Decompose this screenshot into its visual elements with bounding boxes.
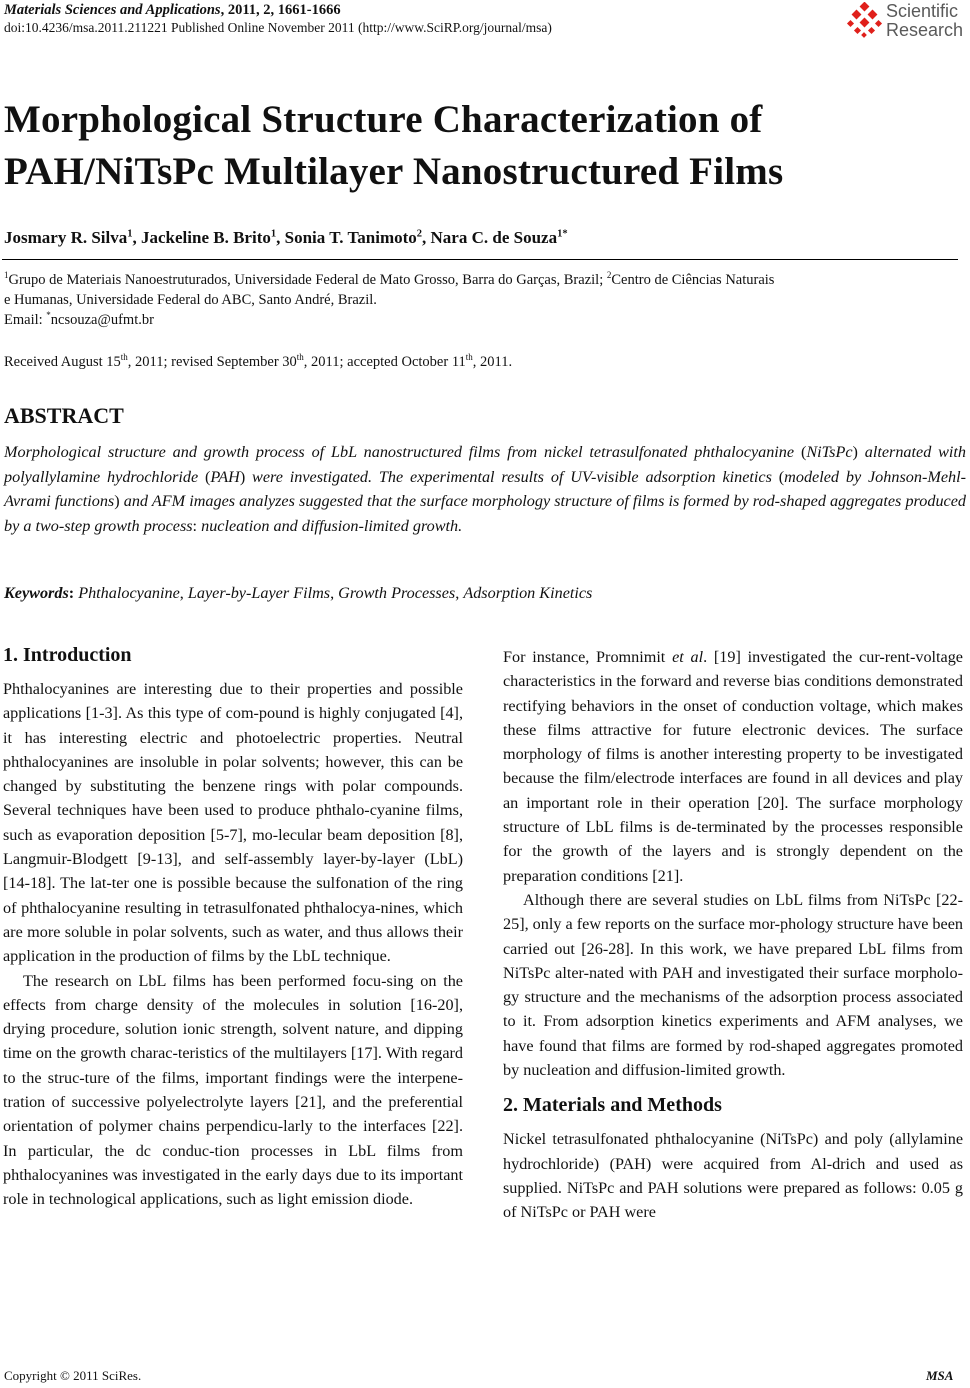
author-list: [4, 228, 568, 248]
abstract-paren: (: [205, 467, 211, 486]
email-mark: *: [46, 310, 51, 321]
affiliations: [4, 270, 966, 330]
email-address[interactable]: ncsouza@ufmt.br: [50, 312, 154, 328]
author-affil-mark: 1: [270, 228, 277, 240]
keyword: Layer-by-Layer Films: [187, 584, 331, 602]
abstract-text: Morphological structure and growth process of LbL nanostructured films from nickel tetrasulfonated phthalocyanine: [4, 443, 801, 461]
keyword-sep: ,: [455, 584, 464, 602]
affiliation-line-2: e Humanas, Universidade Federal do ABC, Santo André, Brazil.: [4, 292, 377, 308]
right-column: [503, 645, 963, 1225]
title-line-1: Morphological Structure Characterization of: [4, 98, 763, 141]
methods-heading: 2. Materials and Methods: [503, 1094, 722, 1117]
journal-citation: [4, 2, 341, 19]
logo-line-2: Research: [886, 20, 964, 40]
author-separator: ,: [422, 228, 431, 247]
author-separator: ,: [276, 228, 285, 247]
intro-paragraph-4: Although there are several studies on LbL films from NiTsPc [22-25], only a few reports on the surface mor-phology structure have been carried out [26-28]. In this work, we have prepared LbL films from NiTsPc alter-nated with PAH and investigated their surface morpholo-gy structure and the mechanisms of the adsorption process associated to it. From adsorption kinetics experiments and AFM analyses, we have found that films are formed by rod-shaped aggregates promoted by nucleation and diffusion-limited growth.: [503, 890, 963, 1080]
affiliation-2: Centro de Ciências Naturais: [611, 272, 775, 288]
methods-paragraph-1: Nickel tetrasulfonated phthalocyanine (NiTsPc) and poly (allylamine hydrochloride) (PAH) were acquired from Al-drich and used as supplied. NiTsPc and PAH solutions were prepared as follows: 0.05 g of NiTsPc or PAH were: [503, 1130, 963, 1222]
ordinal-suffix: th: [296, 352, 304, 363]
received-dates: [4, 354, 512, 371]
affiliation-1: Grupo de Materiais Nanoestruturados, Universidade Federal de Mato Grosso, Barra do Garças, Brazil;: [8, 272, 607, 288]
keyword: Adsorption Kinetics: [463, 584, 593, 602]
intro-paragraph-2: The research on LbL films has been performed focu-sing on the effects from charge density of the molecules in solution [16-20], drying procedure, solution ionic strength, solvent nature, and dipping time on the growth charac-teristics of the multilayers [17]. With regard to the struc-ture of the films, important findings were the interpene-tration of successive polyelectrolyte layers [21], and the preferential orientation of polymer chains perpendicu-larly to the interfaces [22]. In particular, the dc conduc-tion processes in LbL films from phthalocyanines was investigated in the early days due to its important role in technological applications, such as light emission diode.: [3, 971, 463, 1209]
keyword: Growth Processes: [338, 584, 456, 602]
paragraph-text: For instance, Promnimit: [503, 648, 673, 666]
publisher-logo: [846, 0, 970, 42]
paper-title: [4, 94, 783, 198]
keywords-colon: :: [68, 584, 79, 602]
author-affil-mark: 2: [416, 228, 423, 240]
ordinal-suffix: th: [120, 352, 128, 363]
intro-paragraph-1: Phthalocyanines are interesting due to their properties and possible applications [1-3]. As this type of com-pound is highly conjugated [4], it has interesting electric and photoelectric properties. Neutral phthalocyanines are insoluble in polar solvents; however, this can be changed by substituting the benzene rings with polar compounds. Several techniques have been used to produce phthalo-cyanine films, such as evaporation deposition [5-7], mo-lecular beam deposition [8], Langmuir-Blodgett [9-13], and self-assembly layer-by-layer (LbL) [14-18]. The lat-ter one is possible because the sulfonation of the ring of phthalocyanine resulting in tetrasulfonated phthalocya-nines, which are more soluble in polar solvents, such as water, and thus allows their application in the production of films by the LbL technique.: [3, 680, 463, 966]
abstract-text: NiTsPc: [806, 443, 853, 461]
keywords: [4, 584, 592, 603]
author-name: Josmary R. Silva: [4, 228, 128, 247]
affiliation-line-1: [4, 270, 966, 290]
logo-mark-icon: [846, 2, 884, 40]
abstract-paren: (: [778, 467, 785, 486]
title-line-2: PAH/NiTsPc Multilayer Nanostructured Films: [4, 150, 784, 193]
abstract-paren: ): [239, 467, 246, 486]
affil-mark: 2: [606, 270, 612, 281]
accepted-text: , 2011; accepted October 11: [303, 354, 466, 370]
affil-mark: 1: [4, 270, 9, 281]
abstract-paren: ): [114, 492, 120, 510]
received-end: , 2011.: [472, 354, 513, 370]
abstract-text: nucleation and diffusion-limited growth.: [197, 516, 463, 535]
journal-name: Materials Sciences and Applications: [4, 2, 221, 18]
email-label: Email:: [4, 312, 47, 328]
left-column: [3, 643, 463, 1212]
et-al: et al: [672, 648, 704, 666]
author-name: Nara C. de Souza: [430, 228, 558, 247]
abstract-text: modeled by Johnson-Mehl-Avrami functions: [4, 467, 966, 510]
abstract-body: [4, 440, 966, 538]
author-name: Jackeline B. Brito: [141, 228, 271, 247]
abstract-colon: :: [192, 516, 198, 535]
intro-paragraph-3: [503, 645, 963, 888]
received-text: Received August 15: [4, 354, 121, 370]
intro-heading: 1. Introduction: [3, 644, 132, 666]
journal-volume: , 2011, 2, 1661-1666: [220, 2, 341, 18]
abstract-text: were investigated. The experimental results of UV-visible adsorption kinetics: [245, 467, 779, 486]
paragraph-text: . [19] investigated the cur-rent-voltage characteristics in the forward and reverse bias conditions demonstrated rectifying behaviors in the onset of conduction voltage, which makes these films attractive for future electronic devices. The surface morphology of films is another interesting property to be investigated because the film/electrode interfaces are found in all devices and play an important role in their operation [20]. The surface morphology structure of LbL films is de-terminated by the processes responsible for the growth of the layers and is strongly dependent on the preparation conditions [21].: [503, 648, 963, 885]
abstract-text: PAH: [210, 467, 240, 486]
keyword-sep: ,: [179, 584, 188, 602]
keywords-label: Keywords: [4, 584, 69, 602]
keyword-sep: ,: [330, 584, 339, 602]
abstract-text: and AFM images analyzes suggested that the surface morphology structure of films is formed by rod-shaped aggregates produced by a two-step growth process: [4, 492, 966, 535]
keyword: Phthalocyanine: [78, 584, 180, 602]
abstract-paren: ): [852, 443, 858, 461]
author-separator: ,: [132, 228, 142, 247]
abstract-text: alternated with polyallylamine hydrochloride: [4, 443, 967, 486]
author-affil-mark: 1: [127, 228, 133, 240]
ordinal-suffix: th: [465, 352, 473, 363]
author-name: Sonia T. Tanimoto: [284, 228, 417, 247]
journal-abbr-footer: MSA: [926, 1368, 954, 1383]
email-line: [4, 310, 966, 330]
abstract-heading: ABSTRACT: [4, 403, 124, 428]
abstract-paren: (: [800, 443, 807, 461]
author-affil-mark: 1*: [557, 228, 568, 240]
copyright-footer: Copyright © 2011 SciRes.: [4, 1368, 142, 1383]
logo-line-1: Scientific: [886, 1, 959, 21]
logo-text: [886, 2, 963, 40]
revised-text: , 2011; revised September 30: [127, 354, 297, 370]
doi-line: doi:10.4236/msa.2011.211221 Published Online November 2011 (http://www.SciRP.org/journal/msa): [4, 20, 552, 35]
title-divider: [2, 259, 958, 260]
